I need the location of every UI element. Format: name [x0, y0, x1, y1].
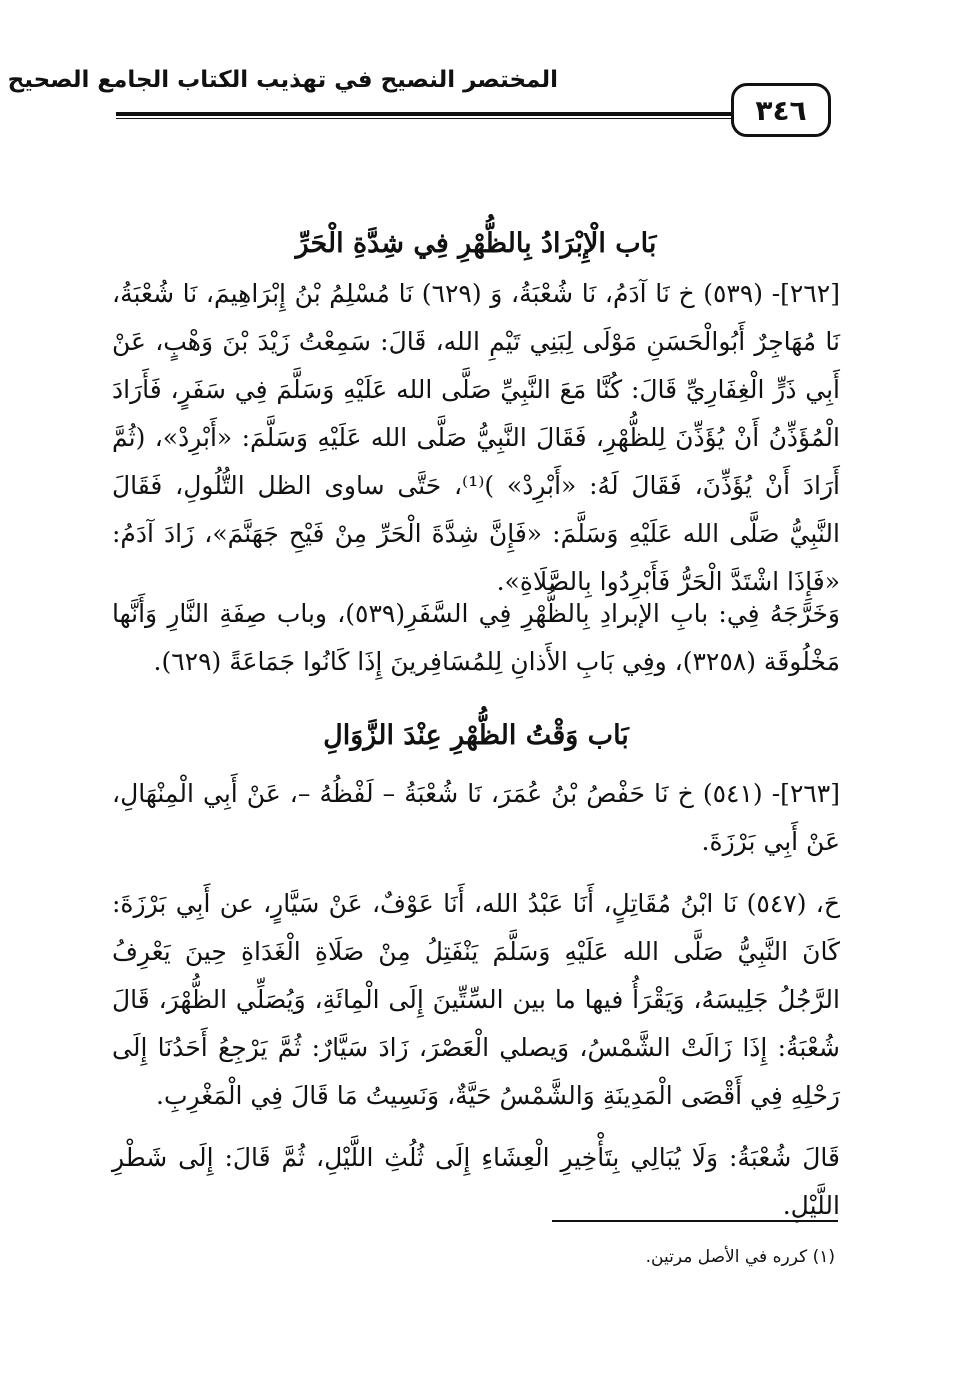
hadith-263-paragraph-3: قَالَ شُعْبَةُ: وَلَا يُبَالِي بِتَأْخِيرِ الْعِشَاءِ إِلَى ثُلُثِ اللَّيْلِ، ثُمَّ قَالَ: إِلَى شَطْرِ اللَّيْلِ.: [112, 1143, 840, 1220]
takhrij-262-text: وَخَرَّجَهُ فِي: بابِ الإبرادِ بِالظُّهْرِ فِي السَّفَرِ(٥٣٩)، وباب صِفَةِ النَّارِ وَأَنَّها مَخْلُوقَة (٣٢٥٨)، وفِي بَابِ الأَذانِ لِلمُسَافِرينَ إِذَا كَانُوا جَمَاعَةً (٦٢٩).: [112, 599, 840, 676]
page-number: ٣٤٦: [731, 83, 831, 137]
header-rule-thick: [116, 112, 831, 116]
running-header-title: المختصر النصيح في تهذيب الكتاب الجامع الصحيح: [7, 67, 558, 93]
chapter-heading-2: بَاب وَقْتُ الظُّهْرِ عِنْدَ الزَّوَالِ: [323, 720, 629, 751]
header-rule: [116, 112, 831, 119]
header-rule-thin: [116, 118, 831, 119]
footnote-rule: [552, 1220, 838, 1222]
hadith-263-paragraph-2: حَ، (٥٤٧) نَا ابْنُ مُقَاتِلٍ، أَنَا عَبْدُ الله، أَنَا عَوْفٌ، عَنْ سَيَّارٍ، عن أَبِي بَرْزَةَ: كَانَ النَّبِيُّ صَلَّى الله عَلَيْهِ وَسَلَّمَ يَنْفَتِلُ مِنْ صَلَاةِ الْغَدَاةِ حِينَ يَعْرِفُ الرَّجُلُ جَلِيسَهُ، وَيَقْرَأُ فيها ما بين السِّتِّينَ إِلَى الْمِائَةِ، وَيُصَلِّي الظُّهْرَ، قَالَ شُعْبَةُ: إِذَا زَالَتْ الشَّمْسُ، وَيصلي الْعَصْرَ، زَادَ سَيَّارٌ: ثُمَّ يَرْجِعُ أَحَدُنَا إِلَى رَحْلِهِ فِي أَقْصَى الْمَدِينَةِ وَالشَّمْسُ حَيَّةٌ، وَنَسِيتُ مَا قَالَ فِي الْمَغْرِبِ.: [112, 889, 840, 1110]
hadith-263-text: [٢٦٣]- (٥٤١) خ نَا حَفْصُ بْنُ عُمَرَ، نَا شُعْبَةُ – لَفْظُهُ –، عَنْ أَبِي الْمِنْهَالِ، عَنْ أَبِي بَرْزَةَ.: [112, 779, 841, 856]
hadith-262-text: [٢٦٢]- (٥٣٩) خ نَا آدَمُ، نَا شُعْبَةُ، وَ (٦٢٩) نَا مُسْلِمُ بْنُ إِبْرَاهِيمَ، نَا شُعْبَةُ، نَا مُهَاجِرٌ أَبُوالْحَسَنِ مَوْلَى لِبَنِي تَيْمِ الله، قَالَ: سَمِعْتُ زَيْدَ بْنَ وَهْبٍ، عَنْ أَبِي ذَرٍّ الْغِفَارِيِّ قَالَ: كُنَّا مَعَ النَّبِيِّ صَلَّى الله عَلَيْهِ وَسَلَّمَ فِي سَفَرٍ، فَأَرَادَ الْمُؤَذِّنُ أَنْ يُؤَذِّنَ لِلظُّهْرِ، فَقَالَ النَّبِيُّ صَلَّى الله عَلَيْهِ وَسَلَّمَ: «أَبْرِدْ»، (ثُمَّ أَرَادَ أَنْ يُؤَذِّنَ، فَقَالَ لَهُ: «أَبْرِدْ» )⁽¹⁾، حَتَّى ساوى الظل التُّلُولِ، فَقَالَ النَّبِيُّ صَلَّى الله عَلَيْهِ وَسَلَّمَ: «فَإِنَّ شِدَّةَ الْحَرِّ مِنْ فَيْحِ جَهَنَّمَ»، زَادَ آدَمُ: «فَإِذَا اشْتَدَّ الْحَرُّ فَأَبْرِدُوا بِالصَّلَاةِ».: [112, 279, 841, 596]
footnote-1: (١) كرره في الأصل مرتين.: [645, 1247, 835, 1267]
chapter-heading-1: بَاب الْإِبْرَادُ بِالظُّهْرِ فِي شِدَّةِ الْحَرِّ: [295, 228, 657, 259]
